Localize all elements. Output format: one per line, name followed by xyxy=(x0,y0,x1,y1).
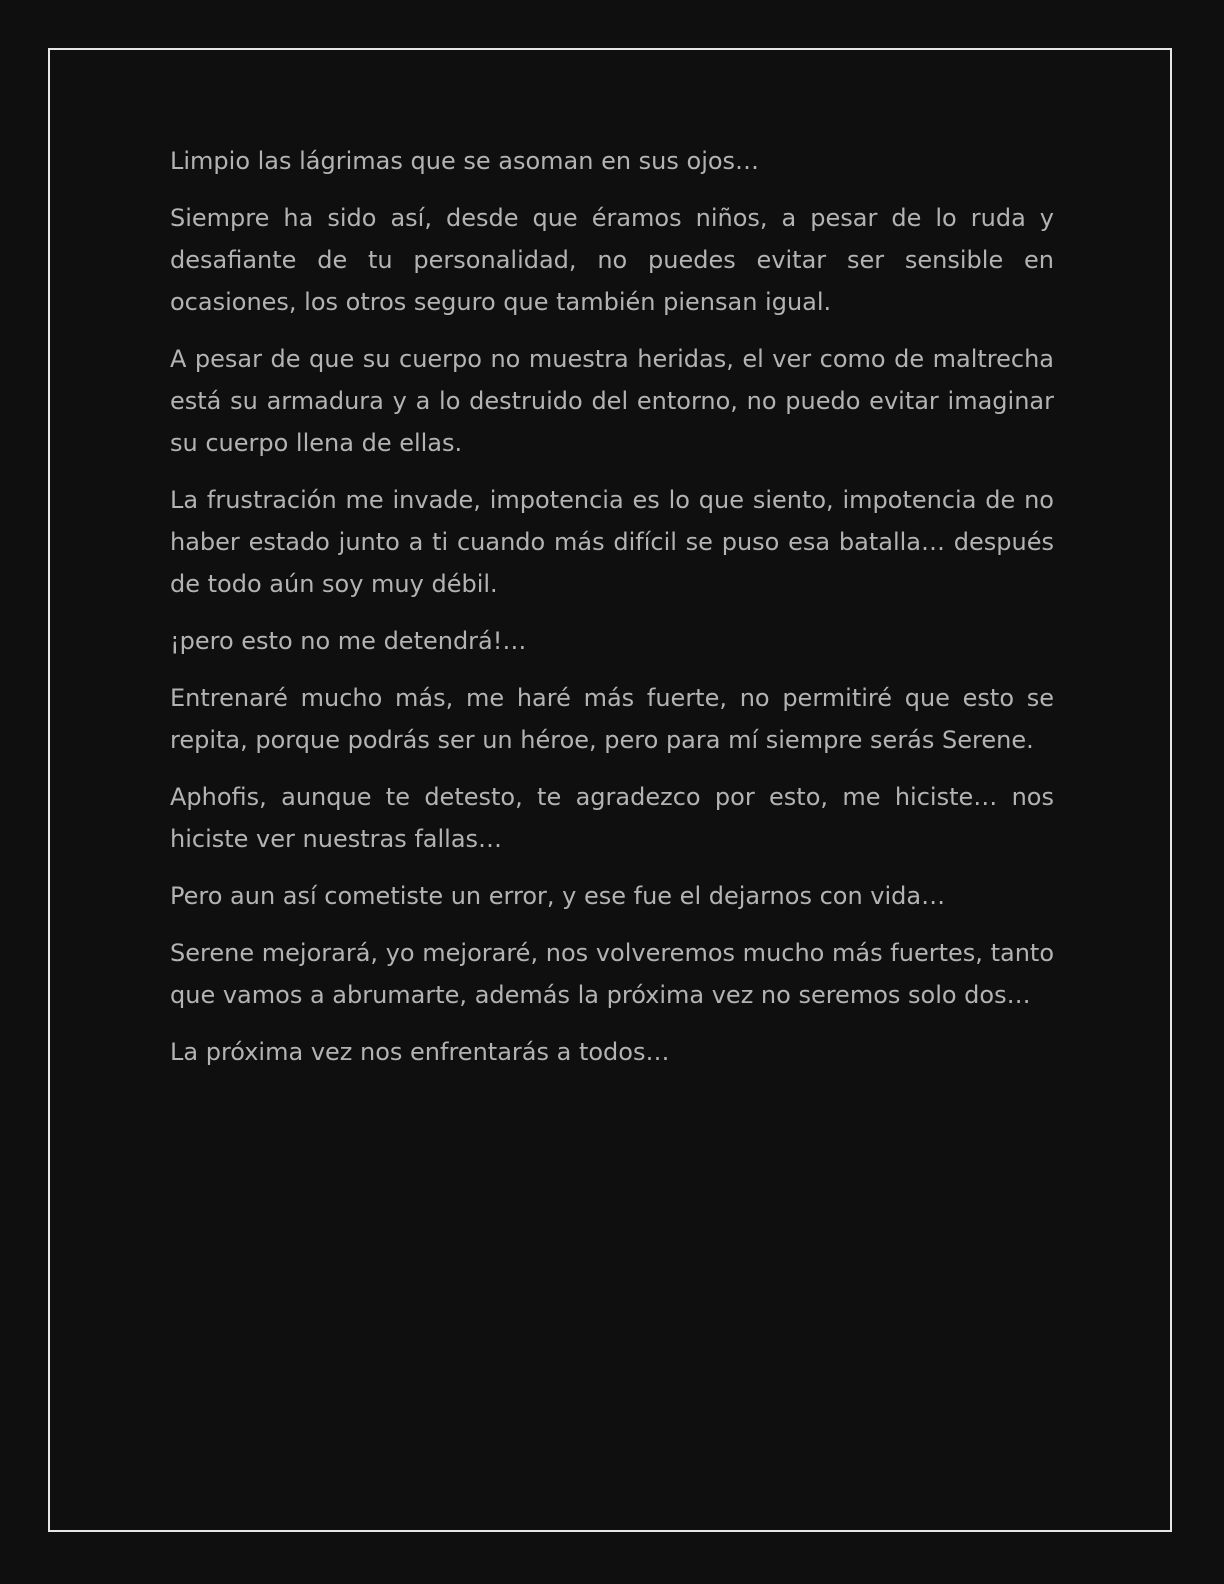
paragraph: Aphofis, aunque te detesto, te agradezco por esto, me hiciste… nos hiciste ver nuestras fallas… xyxy=(170,783,1054,853)
paragraph: Siempre ha sido así, desde que éramos niños, a pesar de lo ruda y desafiante de tu personalidad, no puedes evitar ser sensible en ocasiones, los otros seguro que también piensan igual. xyxy=(170,204,1054,316)
paragraph: La frustración me invade, impotencia es lo que siento, impotencia de no haber estado junto a ti cuando más difícil se puso esa batalla… después de todo aún soy muy débil. xyxy=(170,486,1054,598)
paragraph: Limpio las lágrimas que se asoman en sus ojos… xyxy=(170,147,760,175)
paragraph: ¡pero esto no me detendrá!… xyxy=(170,627,527,655)
paragraph: Entrenaré mucho más, me haré más fuerte, no permitiré que esto se repita, porque podrás ser un héroe, pero para mí siempre serás Serene. xyxy=(170,684,1054,754)
paragraph: Pero aun así cometiste un error, y ese fue el dejarnos con vida… xyxy=(170,882,946,910)
paragraph: La próxima vez nos enfrentarás a todos… xyxy=(170,1038,670,1066)
paragraph: Serene mejorará, yo mejoraré, nos volveremos mucho más fuertes, tanto que vamos a abrumarte, además la próxima vez no seremos solo dos… xyxy=(170,939,1054,1009)
paragraph: A pesar de que su cuerpo no muestra heridas, el ver como de maltrecha está su armadura y a lo destruido del entorno, no puedo evitar imaginar su cuerpo llena de ellas. xyxy=(170,345,1054,457)
story-text xyxy=(170,140,1054,1088)
